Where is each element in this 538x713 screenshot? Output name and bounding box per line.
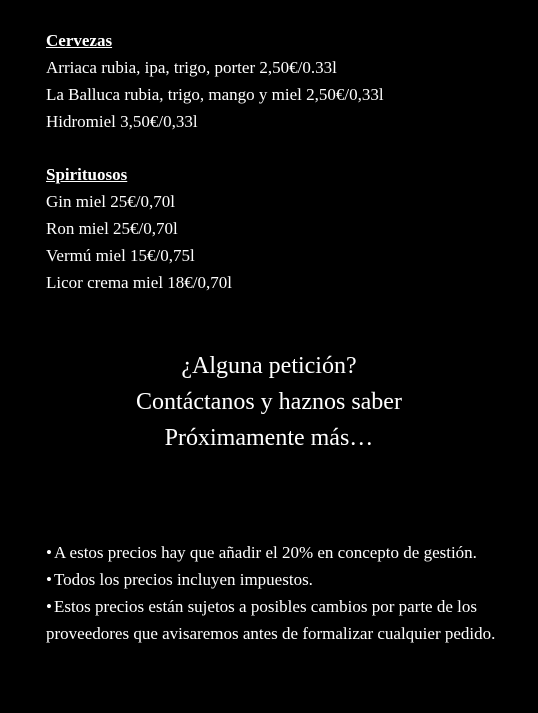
list-item: Ron miel 25€/0,70l	[46, 219, 178, 238]
list-item: Gin miel 25€/0,70l	[46, 192, 175, 211]
note-item	[46, 566, 524, 593]
note-text: Todos los precios incluyen impuestos.	[53, 570, 313, 589]
note-item	[46, 593, 524, 647]
contact-callout	[0, 348, 538, 456]
bullet-icon: •	[46, 597, 52, 616]
request-question: ¿Alguna petición?	[181, 353, 357, 379]
note-item	[46, 539, 524, 566]
contact-prompt: Contáctanos y haznos saber	[136, 389, 402, 415]
spirituosos-section	[46, 161, 516, 296]
note-text: A estos precios hay que añadir el 20% en concepto de gestión.	[53, 543, 477, 562]
list-item: Hidromiel 3,50€/0,33l	[46, 112, 198, 131]
bullet-icon: •	[46, 543, 52, 562]
list-item: Licor crema miel 18€/0,70l	[46, 273, 232, 292]
notes-section	[46, 539, 524, 647]
list-item: Arriaca rubia, ipa, trigo, porter 2,50€/0.33l	[46, 58, 337, 77]
spirituosos-title: Spirituosos	[46, 165, 128, 184]
bullet-icon: •	[46, 570, 52, 589]
list-item: Vermú miel 15€/0,75l	[46, 246, 195, 265]
cervezas-title: Cervezas	[46, 31, 113, 50]
note-text: Estos precios están sujetos a posibles cambios por parte de los proveedores que avisaremos antes de formalizar cualquier pedido.	[46, 597, 496, 643]
list-item: La Balluca rubia, trigo, mango y miel 2,50€/0,33l	[46, 85, 384, 104]
coming-soon-text: Próximamente más…	[164, 425, 374, 451]
cervezas-section	[46, 27, 516, 135]
